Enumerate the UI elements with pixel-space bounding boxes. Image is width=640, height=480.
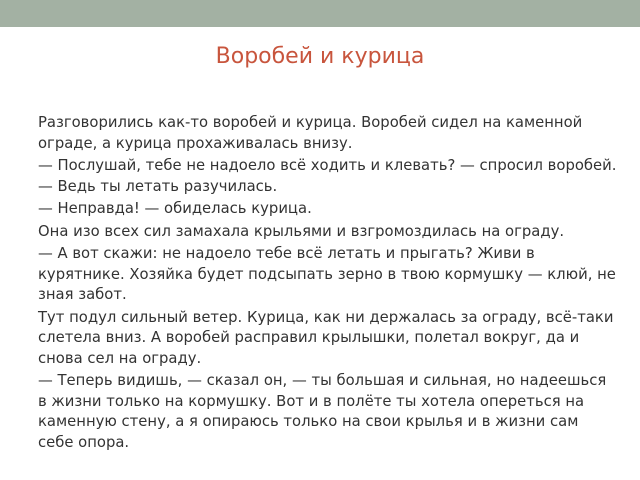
paragraph-5: — А вот скажи: не надоело тебе всё летать и прыгать? Живи в курятнике. Хозяйка будет подсыпать зерно в твою кормушку — клюй, не зная забот. bbox=[38, 245, 616, 303]
paragraph-7: — Теперь видишь, — сказал он, — ты большая и сильная, но надеешься в жизни только на кормушку. Вот и в полёте ты хотела опереться на каменную стену, а я опираюсь только на свои крылья и в жизни сам себе опора. bbox=[38, 372, 607, 451]
top-decorative-bar bbox=[0, 0, 640, 27]
paragraph-1: Разговорились как-то воробей и курица. Воробей сидел на каменной ограде, а курица прохаживалась внизу. bbox=[38, 114, 583, 152]
story-body bbox=[38, 113, 618, 455]
paragraph-3: — Неправда! — обиделась курица. bbox=[38, 200, 312, 217]
paragraph-2: — Послушай, тебе не надоело всё ходить и клевать? — спросил воробей. — Ведь ты летать разучилась. bbox=[38, 157, 617, 195]
slide-title: Воробей и курица bbox=[215, 44, 425, 69]
paragraph-6: Тут подул сильный ветер. Курица, как ни держалась за ограду, всё-таки слетела вниз. А воробей расправил крылышки, полетал вокруг, да и снова сел на ограду. bbox=[38, 308, 614, 367]
paragraph-4: Она изо всех сил замахала крыльями и взгромоздилась на ограду. bbox=[38, 222, 565, 240]
